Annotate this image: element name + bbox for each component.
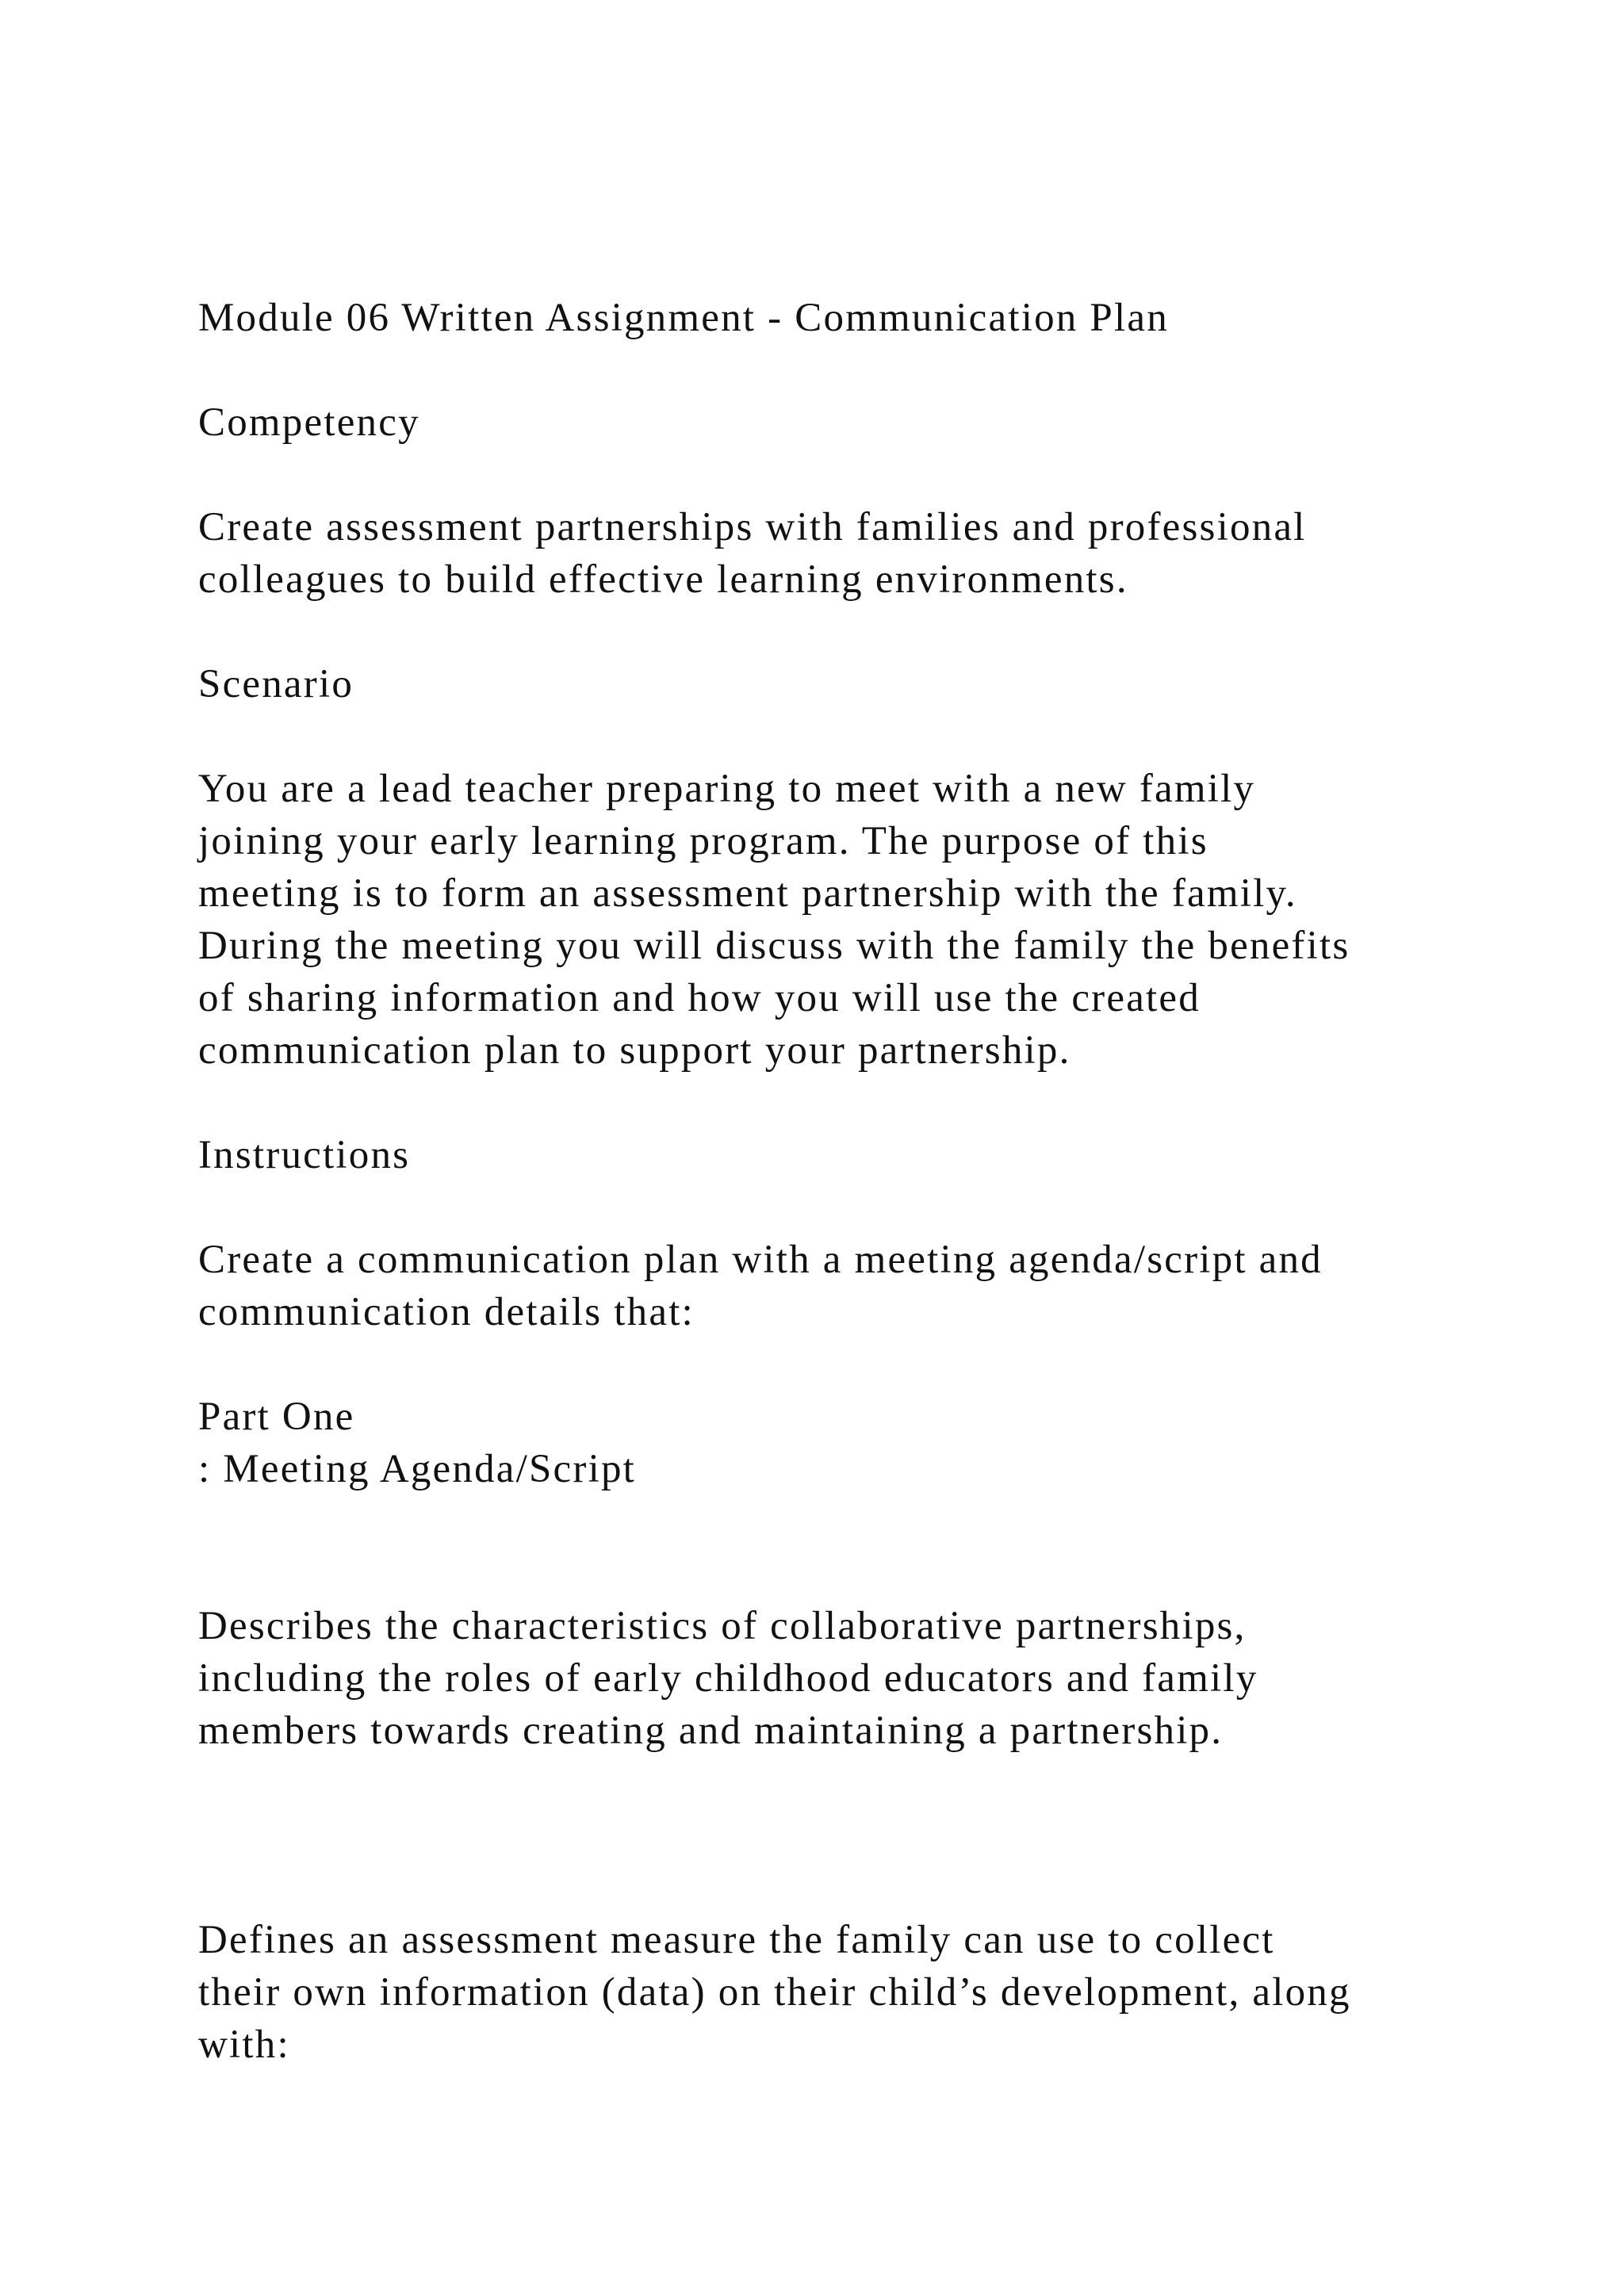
item1-text-line: Describes the characteristics of collaborative partnerships, bbox=[198, 1604, 1247, 1648]
competency-heading: Competency bbox=[198, 400, 420, 445]
scenario-text-line: joining your early learning program. The purpose of this bbox=[198, 819, 1208, 863]
scenario-heading: Scenario bbox=[198, 662, 354, 706]
spacer bbox=[198, 1495, 1483, 1600]
scenario-text-line: meeting is to form an assessment partnership with the family. bbox=[198, 871, 1297, 916]
document-body bbox=[198, 292, 1483, 2071]
part-one-subheading: : Meeting Agenda/Script bbox=[198, 1447, 637, 1491]
instructions-heading: Instructions bbox=[198, 1133, 411, 1177]
scenario-text-line: of sharing information and how you will use the created bbox=[198, 976, 1201, 1020]
item1-text-line: including the roles of early childhood educators and family bbox=[198, 1656, 1258, 1701]
spacer bbox=[198, 344, 1483, 396]
instructions-text-line: Create a communication plan with a meeting agenda/script and bbox=[198, 1238, 1323, 1282]
spacer bbox=[198, 710, 1483, 763]
spacer bbox=[198, 1757, 1483, 1914]
part-one-heading: Part One bbox=[198, 1395, 355, 1439]
competency-text-line: Create assessment partnerships with families and professional bbox=[198, 505, 1307, 549]
scenario-text-line: You are a lead teacher preparing to meet with a new family bbox=[198, 767, 1256, 811]
spacer bbox=[198, 1181, 1483, 1234]
scenario-text-line: During the meeting you will discuss with the family the benefits bbox=[198, 924, 1350, 968]
competency-text-line: colleagues to build effective learning environments. bbox=[198, 557, 1128, 602]
spacer bbox=[198, 1077, 1483, 1129]
spacer bbox=[198, 449, 1483, 501]
spacer bbox=[198, 1338, 1483, 1391]
item2-text-line: with: bbox=[198, 2022, 290, 2067]
document-title: Module 06 Written Assignment - Communication Plan bbox=[198, 296, 1169, 340]
item2-text-line: Defines an assessment measure the family can use to collect bbox=[198, 1918, 1275, 1962]
instructions-text-line: communication details that: bbox=[198, 1290, 695, 1334]
spacer bbox=[198, 606, 1483, 658]
item1-text-line: members towards creating and maintaining a partnership. bbox=[198, 1709, 1224, 1753]
item2-text-line: their own information (data) on their child’s development, along bbox=[198, 1970, 1351, 2015]
scenario-text-line: communication plan to support your partnership. bbox=[198, 1028, 1071, 1073]
